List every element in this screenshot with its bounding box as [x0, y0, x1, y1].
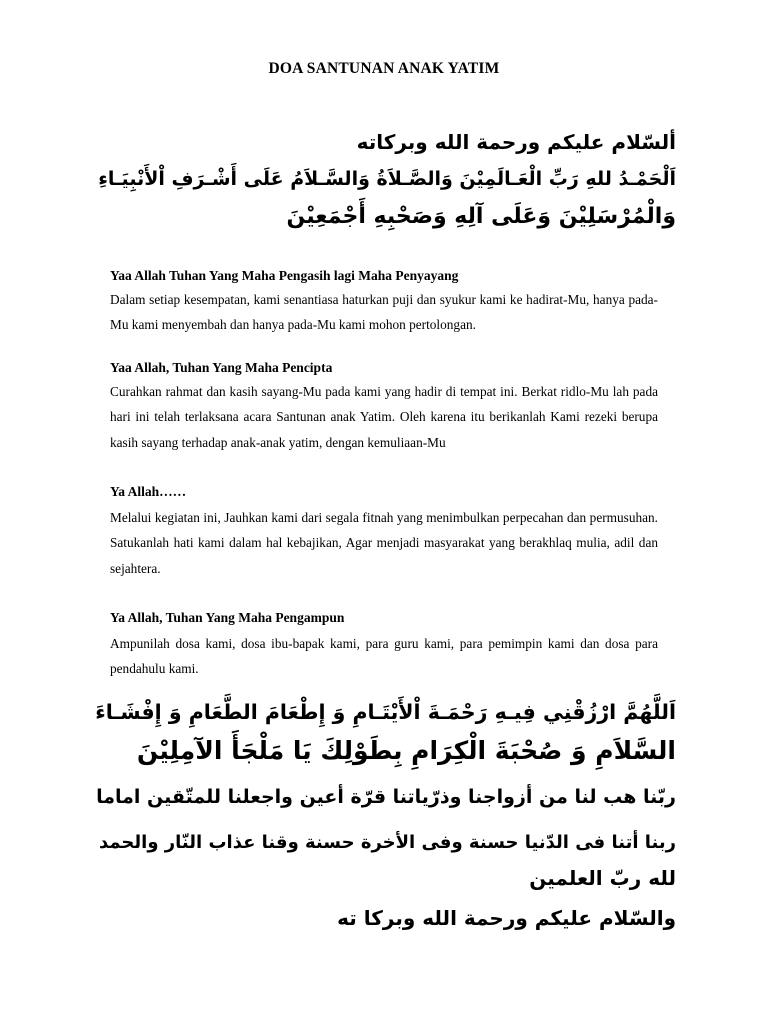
hamdalah-line-1: اَلْحَمْـدُ للهِ رَبِّ الْعَـالَمِيْنَ وَالصَّـلاَةُ وَالسَّـلاَمُ عَلَى أَشْـرَفِ اْلأَنْبِيَـاءِ — [98, 168, 676, 190]
opening-salam: ألسّلام عليكم ورحمة الله وبركاته — [356, 130, 676, 154]
section-heading: Ya Allah, Tuhan Yang Maha Pengampun — [110, 610, 345, 625]
section-paragraph: Ampunilah dosa kami, dosa ibu-bapak kami, para guru kami, para pemimpin kami dan dosa para pendahulu kami. — [110, 636, 658, 677]
closing-salam: والسّلام عليكم ورحمة الله وبركا ته — [337, 906, 676, 930]
section-heading: Ya Allah…… — [110, 484, 187, 499]
document-title: DOA SANTUNAN ANAK YATIM — [268, 60, 500, 77]
closing-doa-line-1: اَللَّهُمَّ ارْزُقْنِي فِيـهِ رَحْمَـةَ اْلأَيْتَـامِ وَ إِطْعَامَ الطَّعَامِ وَ إِفْشَـاءَ — [95, 700, 676, 724]
section-heading: Yaa Allah, Tuhan Yang Maha Pencipta — [110, 360, 333, 375]
rabbana-verse-2-line-2: لله ربّ العلمين — [529, 866, 676, 890]
rabbana-verse-1: ربّنا هب لنا من أزواجنا وذرّياتنا قرّة أعين واجعلنا للمتّقين اماما — [96, 786, 676, 808]
section-heading: Yaa Allah Tuhan Yang Maha Pengasih lagi Maha Penyayang — [110, 268, 459, 283]
closing-doa-line-2: السَّلاَمِ وَ صُحْبَةَ الْكِرَامِ بِطَوْلِكَ يَا مَلْجَأَ الآمِلِيْنَ — [136, 736, 676, 765]
rabbana-verse-2-line-1: ربنا أتنا فى الدّنيا حسنة وفى الأخرة حسنة وقنا عذاب النّار والحمد — [98, 832, 676, 853]
hamdalah-line-2: وَالْمُرْسَلِيْنَ وَعَلَى آلِهِ وَصَحْبِهِ أَجْمَعِيْنَ — [286, 204, 676, 229]
section-paragraph: Dalam setiap kesempatan, kami senantiasa haturkan puji dan syukur kami ke hadirat-Mu, hanya pada-Mu kami menyembah dan hanya pada-Mu kami mohon pertolongan. — [110, 292, 658, 333]
section-paragraph: Curahkan rahmat dan kasih sayang-Mu pada kami yang hadir di tempat ini. Berkat ridlo-Mu lah pada hari ini telah terlaksana acara Santunan anak Yatim. Oleh karena itu berikanlah Kami rezeki berupa kasih sayang terhadap anak-anak yatim, dengan kemuliaan-Mu — [110, 384, 658, 450]
section-paragraph: Melalui kegiatan ini, Jauhkan kami dari segala fitnah yang menimbulkan perpecahan dan permusuhan. Satukanlah hati kami dalam hal kebajikan, Agar menjadi masyarakat yang berakhlaq mulia, adil dan sejahtera. — [110, 510, 658, 576]
